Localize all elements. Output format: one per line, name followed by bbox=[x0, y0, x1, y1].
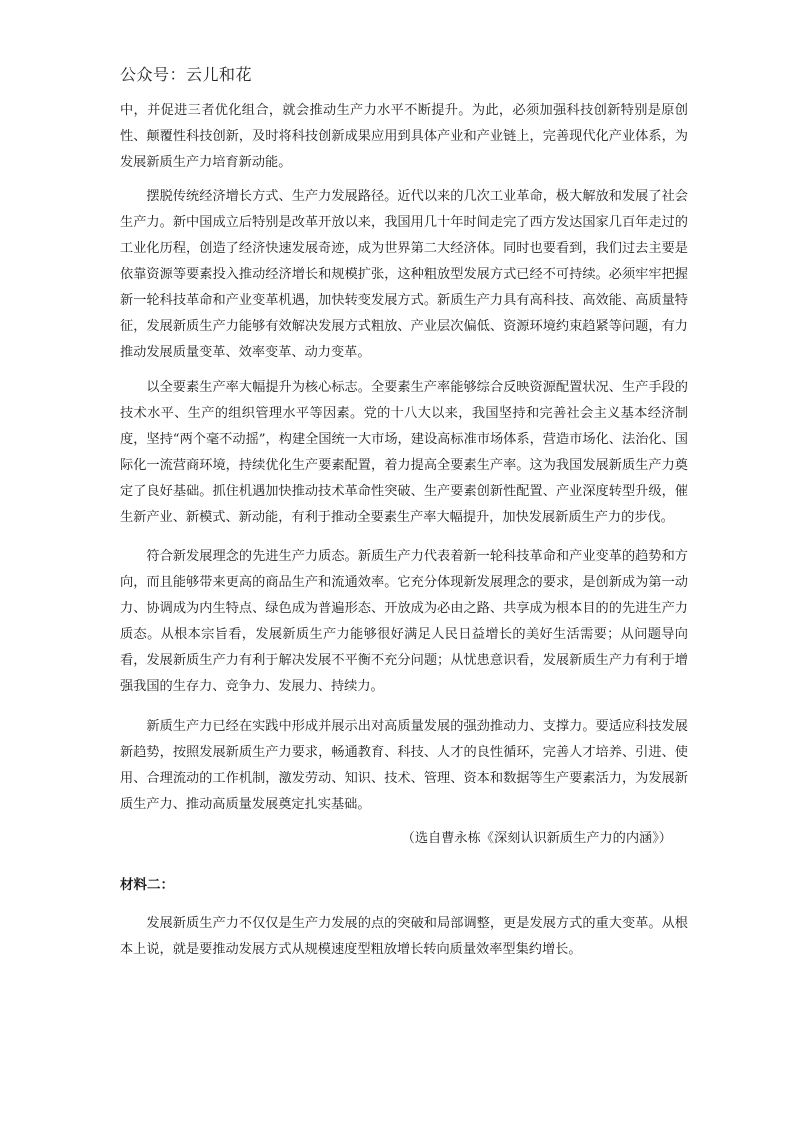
page-header: 公众号：云儿和花 bbox=[120, 65, 253, 84]
paragraph-practice: 新质生产力已经在实践中形成并展示出对高质量发展的强劲推动力、支撑力。要适应科技发展新趋势，按照发展新质生产力要求，畅通教育、科技、人才的良性循环，完善人才培养、引进、使用、合理流动的工作机制，激发劳动、知识、技术、管理、资本和数据等生产要素活力，为发展新质生产力、推动高质量发展奠定扎实基础。 bbox=[120, 719, 688, 812]
paragraph-material-two: 发展新质生产力不仅仅是生产力发展的点的突破和局部调整，更是发展方式的重大变革。从根本上说，就是要推动发展方式从规模速度型粗放增长转向质量效率型集约增长。 bbox=[120, 916, 688, 957]
paragraph-new-development-philosophy: 符合新发展理念的先进生产力质态。新质生产力代表着新一轮科技革命和产业变革的趋势和方向，而且能够带来更高的商品生产和流通效率。它充分体现新发展理念的要求，是创新成为第一动力、协调成为内生特点、绿色成为普遍形态、开放成为必由之路、共享成为根本目的的先进生产力质态。从根本宗旨看，发展新质生产力能够很好满足人民日益增长的美好生活需要；从问题导向看，发展新质生产力有利于解决发展不平衡不充分问题；从忧患意识看，发展新质生产力有利于增强我国的生存力、竞争力、发展力、持续力。 bbox=[120, 549, 688, 694]
section-title-material-two: 材料二： bbox=[120, 877, 174, 893]
paragraph-total-factor-productivity: 以全要素生产率大幅提升为核心标志。全要素生产率能够综合反映资源配置状况、生产手段的技术水平、生产的组织管理水平等因素。党的十八大以来，我国坚持和完善社会主义基本经济制度，坚持“两个毫不动摇”，构建全国统一大市场，建设高标准市场体系，营造市场化、法治化、国际化一流营商环境，持续优化生产要素配置，着力提高全要素生产率。这为我国发展新质生产力奠定了良好基础。抓住机遇加快推动技术革命性突破、生产要素创新性配置、产业深度转型升级，催生新产业、新模式、新动能，有利于推动全要素生产率大幅提升，加快发展新质生产力的步伐。 bbox=[120, 380, 688, 525]
paragraph-traditional-growth: 摆脱传统经济增长方式、生产力发展路径。近代以来的几次工业革命，极大解放和发展了社会生产力。新中国成立后特别是改革开放以来，我国用几十年时间走完了西方发达国家几百年走过的工业化历程，创造了经济快速发展奇迹，成为世界第二大经济体。同时也要看到，我们过去主要是依靠资源等要素投入推动经济增长和规模扩张，这种粗放型发展方式已经不可持续。必须牢牢把握新一轮科技革命和产业变革机遇，加快转变发展方式。新质生产力具有高科技、高效能、高质量特征，发展新质生产力能够有效解决发展方式粗放、产业层次偏低、资源环境约束趋紧等问题，有力推动发展质量变革、效率变革、动力变革。 bbox=[120, 189, 688, 360]
paragraph-continued: 中，并促进三者优化组合，就会推动生产力水平不断提升。为此，必须加强科技创新特别是原创性、颠覆性科技创新，及时将科技创新成果应用到具体产业和产业链上，完善现代化产业体系，为发展新质生产力培育新动能。 bbox=[120, 103, 688, 170]
source-citation: （选自曹永栋《深刻认识新质生产力的内涵》） bbox=[401, 831, 672, 846]
